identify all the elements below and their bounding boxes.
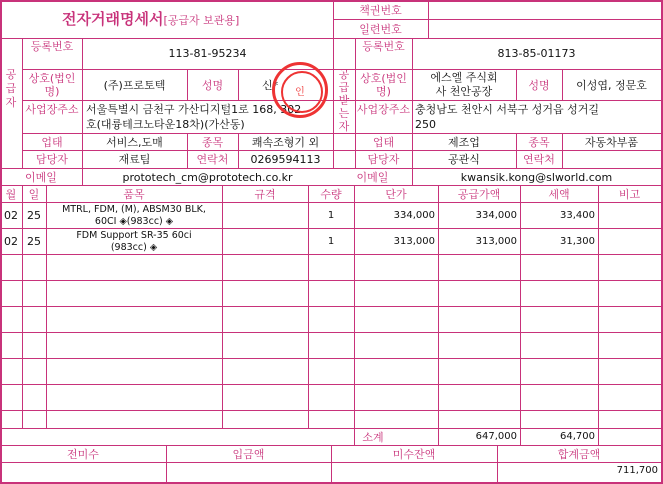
buyer-item-value: 자동차부품 — [584, 136, 639, 149]
company-seal-stamp: 인 — [272, 62, 328, 118]
buyer-mgr-value: 공관식 — [448, 153, 480, 166]
supplier-name-value: (주)프로토텍 — [103, 79, 166, 92]
supplier-rep-label: 성명 — [201, 79, 224, 92]
col-item: 품목 — [123, 188, 145, 201]
row2-month: 02 — [4, 235, 18, 248]
row2-supply: 313,000 — [475, 236, 517, 247]
supplier-rep-value: 신* — [262, 79, 279, 92]
supplier-addr-line1: 서울특별시 금천구 가산디지털1로 168, 302 — [86, 103, 302, 116]
row1-qty: 1 — [327, 210, 335, 221]
total-value: 711,700 — [616, 465, 658, 476]
col-qty: 수량 — [320, 188, 342, 201]
supplier-email-label: 이메일 — [25, 171, 57, 184]
row2-item-line1: FDM Support SR-35 60ci — [76, 230, 192, 241]
buyer-addr-line2: 250 — [415, 118, 436, 131]
supplier-email-value: prototech_cm@prototech.co.kr — [122, 171, 293, 184]
document-title: 전자거래명세서[공급자 보관용] — [62, 10, 240, 28]
buyer-email-label: 이메일 — [356, 171, 389, 184]
supplier-side-label: 공급자 — [5, 68, 17, 109]
buyer-rep-value: 이성엽, 정문호 — [576, 79, 647, 92]
buyer-item-label: 종목 — [528, 136, 550, 149]
supplier-reg-label: 등록번호 — [30, 40, 74, 53]
supplier-item-value: 쾌속조형기 외 — [251, 136, 320, 149]
supplier-addr-label: 사업장주소 — [25, 103, 79, 116]
buyer-reg-label: 등록번호 — [362, 40, 405, 53]
row1-item-line2: 60CI ◈(983cc) ◈ — [94, 216, 174, 227]
col-note: 비고 — [618, 188, 641, 201]
buyer-email-value: kwansik.kong@slworld.com — [460, 171, 613, 184]
row1-tax: 33,400 — [560, 210, 595, 221]
row2-price: 313,000 — [393, 236, 435, 247]
supplier-name-label: 상호(법인명) — [28, 72, 76, 98]
total-label: 합계금액 — [557, 448, 601, 461]
row2-qty: 1 — [327, 236, 335, 247]
buyer-reg-value: 813-85-01173 — [497, 47, 576, 60]
col-price: 단가 — [385, 188, 407, 201]
supplier-mgr-label: 담당자 — [36, 153, 68, 166]
buyer-mgr-label: 담당자 — [367, 153, 400, 166]
paid-label: 입금액 — [232, 448, 265, 461]
col-month: 월 — [5, 188, 17, 201]
balance-label: 미수잔액 — [392, 448, 436, 461]
supplier-biz-value: 서비스,도매 — [106, 136, 163, 149]
buyer-name-line2: 사 천안공장 — [435, 85, 493, 98]
row2-item-line2: (983cc) ◈ — [110, 242, 158, 253]
col-day: 일 — [28, 188, 40, 201]
serial-no-label: 일련번호 — [359, 23, 402, 36]
supplier-mgr-value: 재료팀 — [118, 153, 151, 166]
col-spec: 규격 — [254, 188, 276, 201]
buyer-rep-label: 성명 — [528, 79, 550, 92]
row1-supply: 334,000 — [475, 210, 517, 221]
supplier-biz-label: 업태 — [41, 136, 63, 149]
buyer-side-label: 공급받는자 — [338, 68, 350, 133]
row1-price: 334,000 — [393, 210, 435, 221]
supplier-reg-value: 113-81-95234 — [168, 47, 247, 60]
supplier-tel-label: 연락처 — [196, 153, 229, 166]
row1-month: 02 — [4, 209, 18, 222]
buyer-name-label: 상호(법인명) — [360, 72, 407, 98]
col-tax: 세액 — [548, 188, 570, 201]
supplier-item-label: 종목 — [201, 136, 224, 149]
row2-day: 25 — [27, 235, 41, 248]
supplier-tel-value: 0269594113 — [250, 153, 321, 166]
buyer-name-line1: 에스엘 주식회 — [430, 71, 498, 84]
buyer-addr-line1: 충청남도 천안시 서북구 성거읍 성거길 — [415, 103, 600, 116]
row1-item-line1: MTRL, FDM, (M), ABSM30 BLK, — [62, 204, 206, 215]
supplier-addr-line2: 호(대륭테크노타운18차)(가산동) — [86, 118, 245, 131]
book-no-label: 책권번호 — [359, 4, 402, 17]
buyer-tel-label: 연락처 — [523, 153, 555, 166]
unpaid-label: 전미수 — [67, 448, 99, 461]
buyer-biz-label: 업태 — [372, 136, 395, 149]
buyer-addr-label: 사업장주소 — [356, 103, 411, 116]
row1-day: 25 — [27, 209, 41, 222]
subtotal-label: 소계 — [362, 431, 384, 444]
buyer-biz-value: 제조업 — [448, 136, 480, 149]
col-supply: 공급가액 — [457, 188, 501, 201]
subtotal-tax: 64,700 — [560, 431, 595, 442]
subtotal-supply: 647,000 — [475, 431, 517, 442]
row2-tax: 31,300 — [560, 236, 595, 247]
